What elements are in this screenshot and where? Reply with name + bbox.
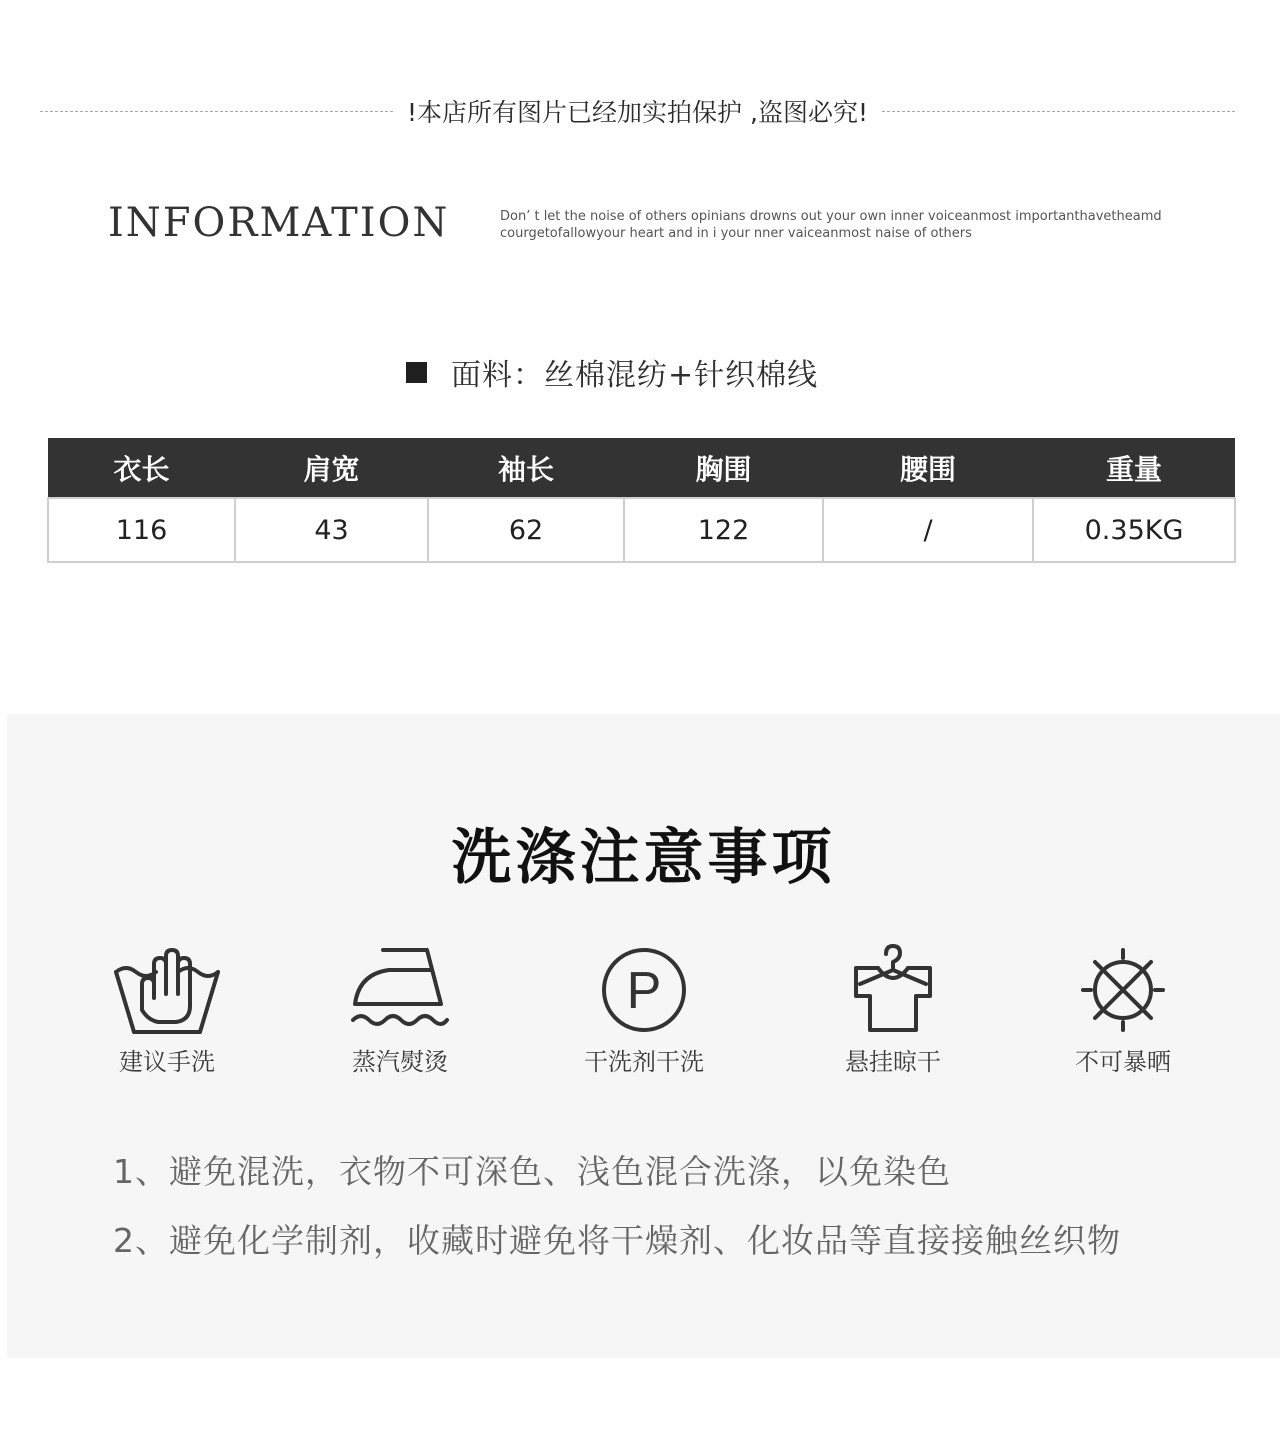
header-weight: 重量 bbox=[1033, 438, 1235, 498]
care-item-dry-clean bbox=[544, 944, 744, 1077]
divider-right bbox=[882, 111, 1235, 112]
care-item-steam-iron bbox=[300, 944, 500, 1077]
hang-dry-label: 悬挂晾干 bbox=[845, 1048, 941, 1076]
care-section bbox=[7, 714, 1280, 1358]
cell-length: 116 bbox=[48, 498, 235, 562]
size-table bbox=[47, 438, 1236, 563]
cell-sleeve: 62 bbox=[428, 498, 624, 562]
information-quote bbox=[500, 208, 1200, 242]
care-item-hand-wash bbox=[67, 944, 267, 1077]
steam-iron-label: 蒸汽熨烫 bbox=[352, 1048, 448, 1076]
divider-left bbox=[40, 111, 393, 112]
header-chest: 胸围 bbox=[624, 438, 823, 498]
table-row bbox=[48, 498, 1235, 562]
cell-chest: 122 bbox=[624, 498, 823, 562]
care-item-hang-dry bbox=[793, 944, 993, 1077]
cell-weight: 0.35KG bbox=[1033, 498, 1235, 562]
svg-text:P: P bbox=[626, 962, 662, 1020]
care-note-2: 2、避免化学制剂，收藏时避免将干燥剂、化妆品等直接接触丝织物 bbox=[113, 1221, 1121, 1260]
fabric-row bbox=[406, 350, 818, 394]
quote-line-2: courgetofallowyour heart and in i your nner vaiceanmost naise of others bbox=[500, 226, 972, 241]
dry-clean-icon bbox=[589, 944, 699, 1038]
header-waist: 腰围 bbox=[823, 438, 1033, 498]
header-sleeve: 袖长 bbox=[428, 438, 624, 498]
cell-waist: / bbox=[823, 498, 1033, 562]
hand-wash-icon bbox=[112, 944, 222, 1038]
square-bullet-icon bbox=[406, 362, 427, 383]
care-item-no-sun-dry bbox=[1023, 944, 1223, 1077]
notice-text: !本店所有图片已经加实拍保护 ,盗图必究! bbox=[407, 98, 868, 127]
hang-dry-icon bbox=[838, 944, 948, 1038]
dry-clean-label: 干洗剂干洗 bbox=[584, 1048, 704, 1076]
steam-iron-icon bbox=[345, 944, 455, 1038]
care-note-1: 1、避免混洗，衣物不可深色、浅色混合洗涤，以免染色 bbox=[113, 1152, 951, 1191]
cell-shoulder: 43 bbox=[235, 498, 428, 562]
information-title: INFORMATION bbox=[108, 200, 450, 246]
hand-wash-label: 建议手洗 bbox=[119, 1048, 215, 1076]
quote-line-1: Don’ t let the noise of others opinians drowns out your own inner voiceanmost importanthavetheamd bbox=[500, 209, 1162, 224]
fabric-label: 面料：丝棉混纺+针织棉线 bbox=[451, 358, 819, 393]
header-length: 衣长 bbox=[48, 438, 235, 498]
care-title: 洗涤注意事项 bbox=[451, 823, 836, 893]
no-sun-dry-icon bbox=[1068, 944, 1178, 1038]
header-shoulder: 肩宽 bbox=[235, 438, 428, 498]
copyright-notice bbox=[40, 86, 1235, 136]
no-sun-dry-label: 不可暴晒 bbox=[1075, 1048, 1171, 1076]
table-header-row bbox=[48, 438, 1235, 498]
